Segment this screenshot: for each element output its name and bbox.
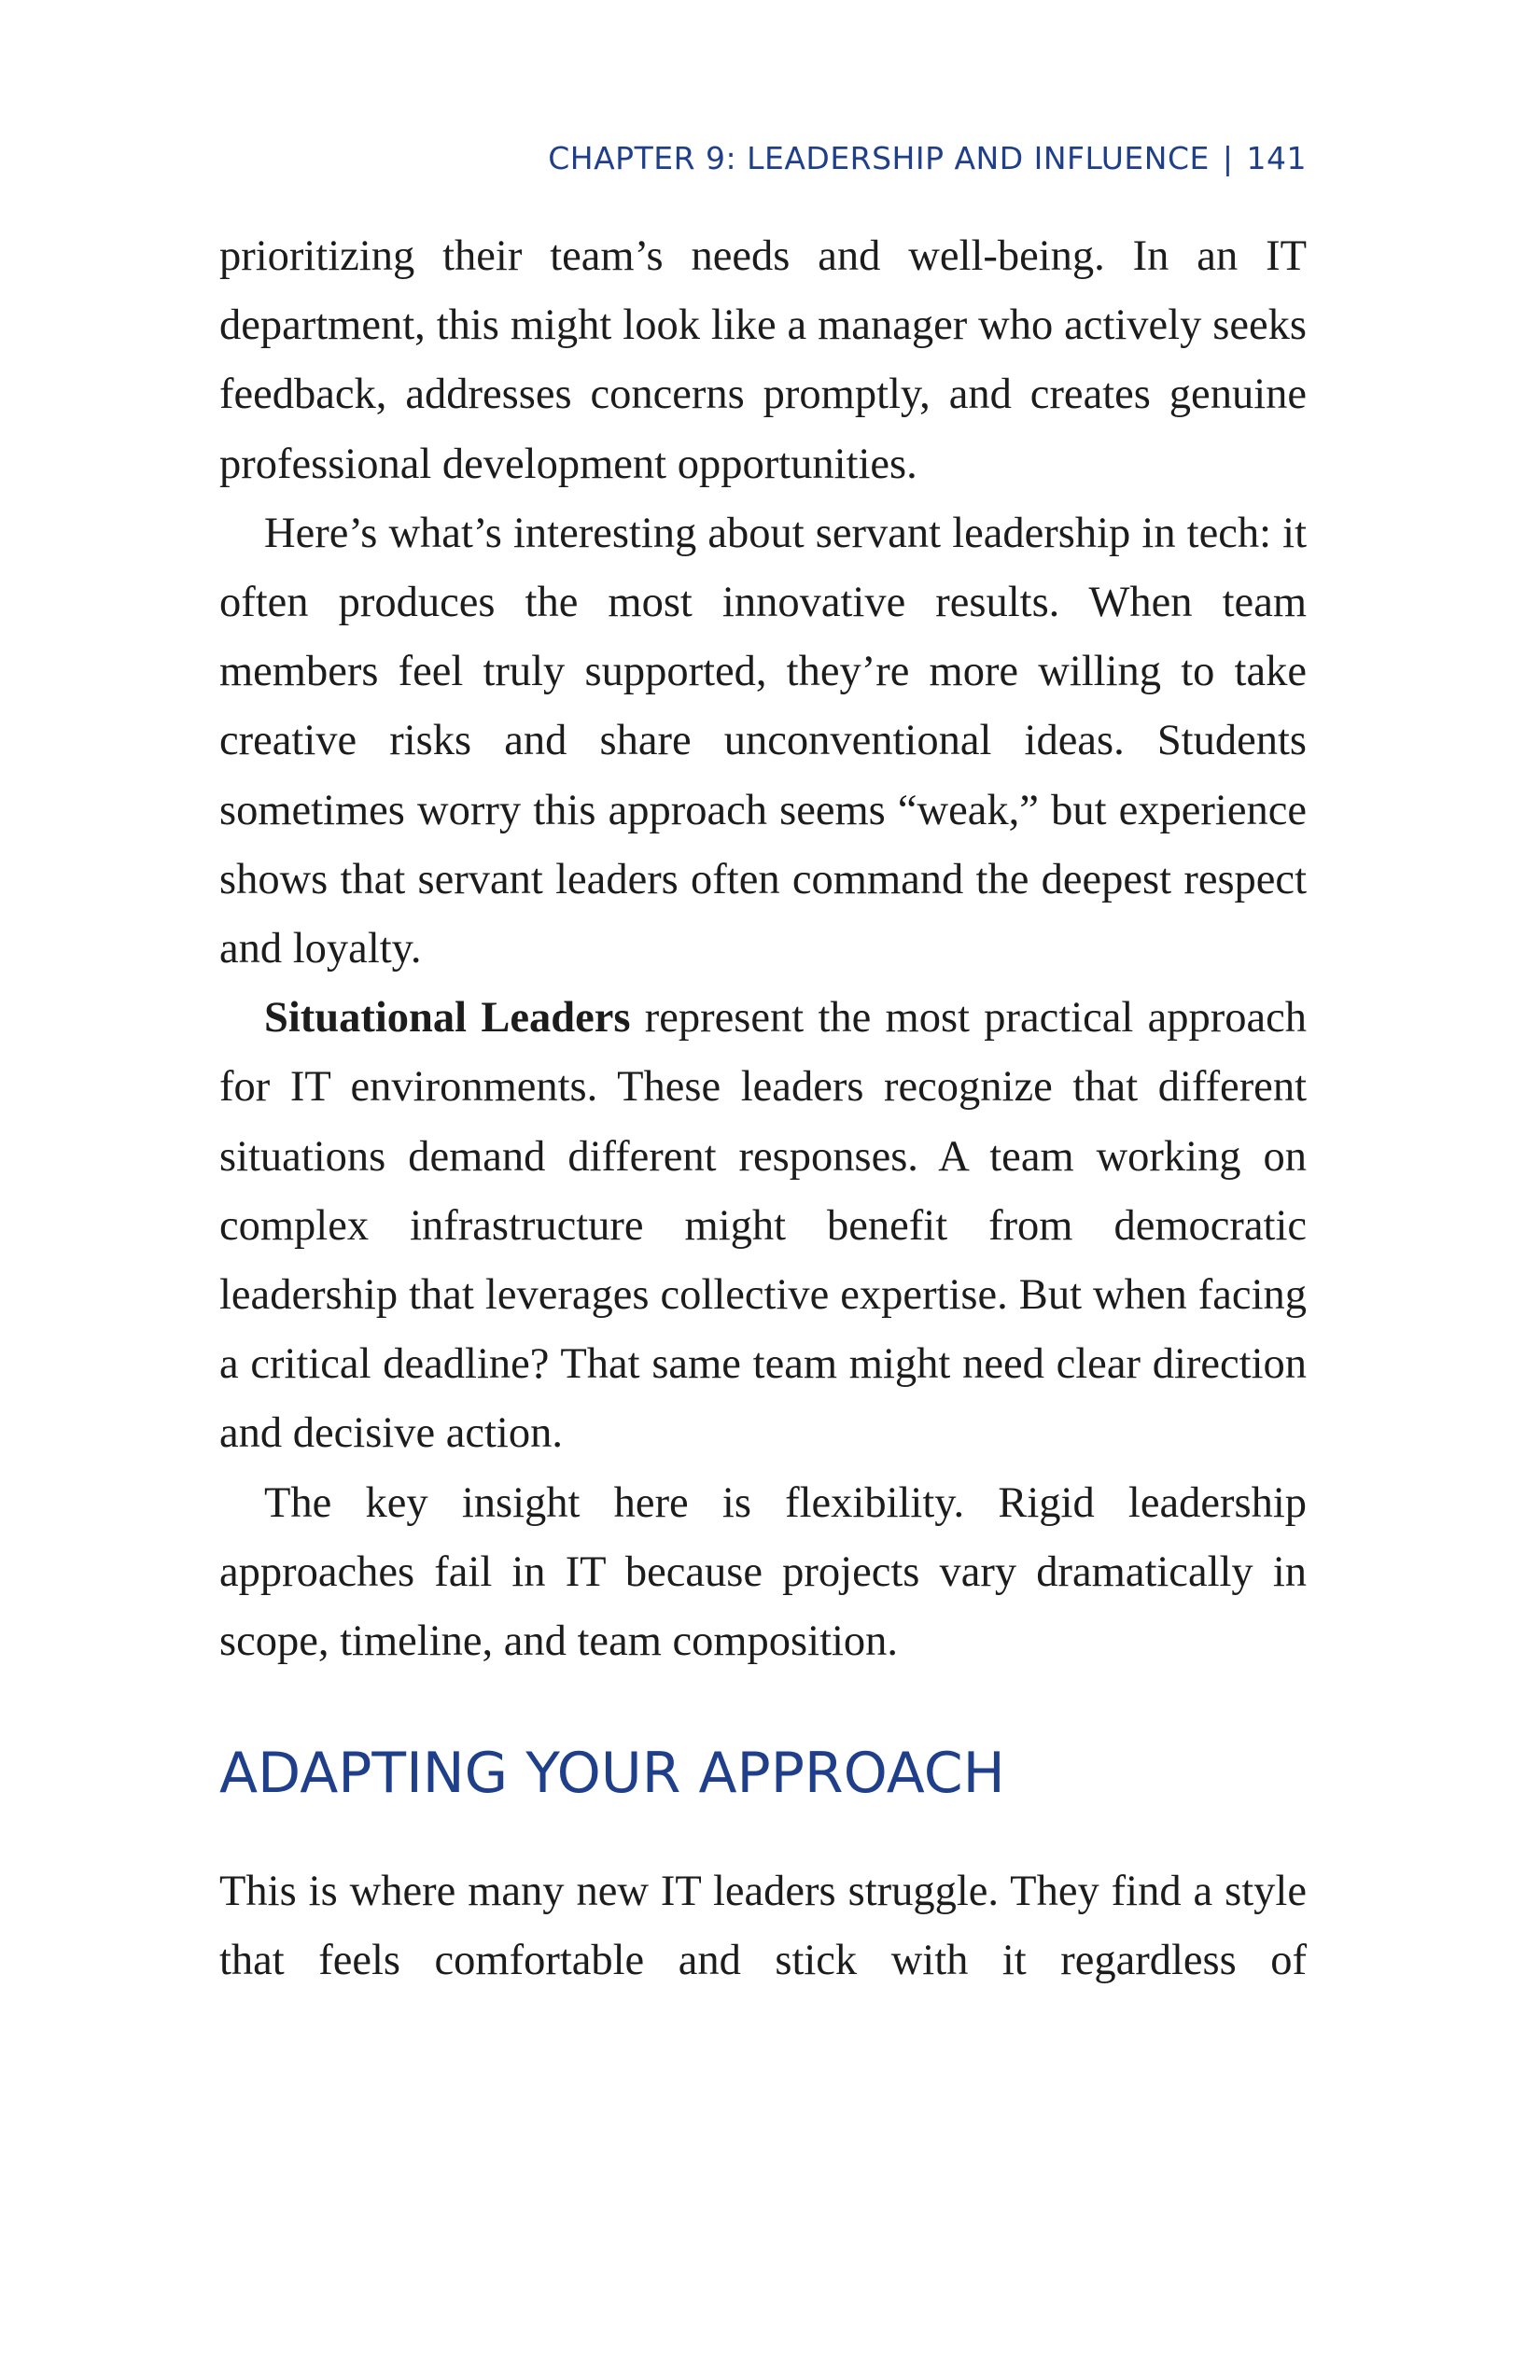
header-separator: | bbox=[1222, 140, 1234, 176]
paragraph-situational-text: represent the most practical approach for IT environments. These leaders recognize that different situations demand different responses. A team working on complex infrastructure might benefit from democratic leadership that leverages collective expertise. But when facing a critical deadline? That same team might need clear direction and decisive action. bbox=[219, 994, 1307, 1458]
paragraph-servant-leadership: Here’s what’s interesting about servant leadership in tech: it often produces the most innovative results. When team members feel truly supported, they’re more willing to take creative risks and share unconventional ideas. Students sometimes worry this approach seems “weak,” but experience shows that servant leaders often command the deepest respect and loyalty. bbox=[219, 509, 1307, 973]
paragraph-servant-continuation: prioritizing their team’s needs and well-being. In an IT department, this might look like a manager who actively seeks feedback, addresses concerns promptly, and creates genuine professional development opportunities. bbox=[219, 232, 1307, 488]
term-situational-leaders: Situational Leaders bbox=[264, 994, 631, 1043]
section-heading: ADAPTING YOUR APPROACH bbox=[219, 1741, 1005, 1807]
body-text bbox=[219, 222, 1307, 1996]
paragraph-adapting: This is where many new IT leaders struggle. They find a style that feels comfortable and stick with it regardless of bbox=[219, 1868, 1307, 1985]
chapter-title: CHAPTER 9: LEADERSHIP AND INFLUENCE bbox=[548, 140, 1210, 176]
running-header bbox=[548, 140, 1307, 176]
paragraph-situational-leaders bbox=[219, 984, 1307, 1468]
page-number: 141 bbox=[1246, 140, 1307, 176]
paragraph-flexibility: The key insight here is flexibility. Rigid leadership approaches fail in IT because projects vary dramatically in scope, timeline, and team composition. bbox=[219, 1478, 1307, 1666]
